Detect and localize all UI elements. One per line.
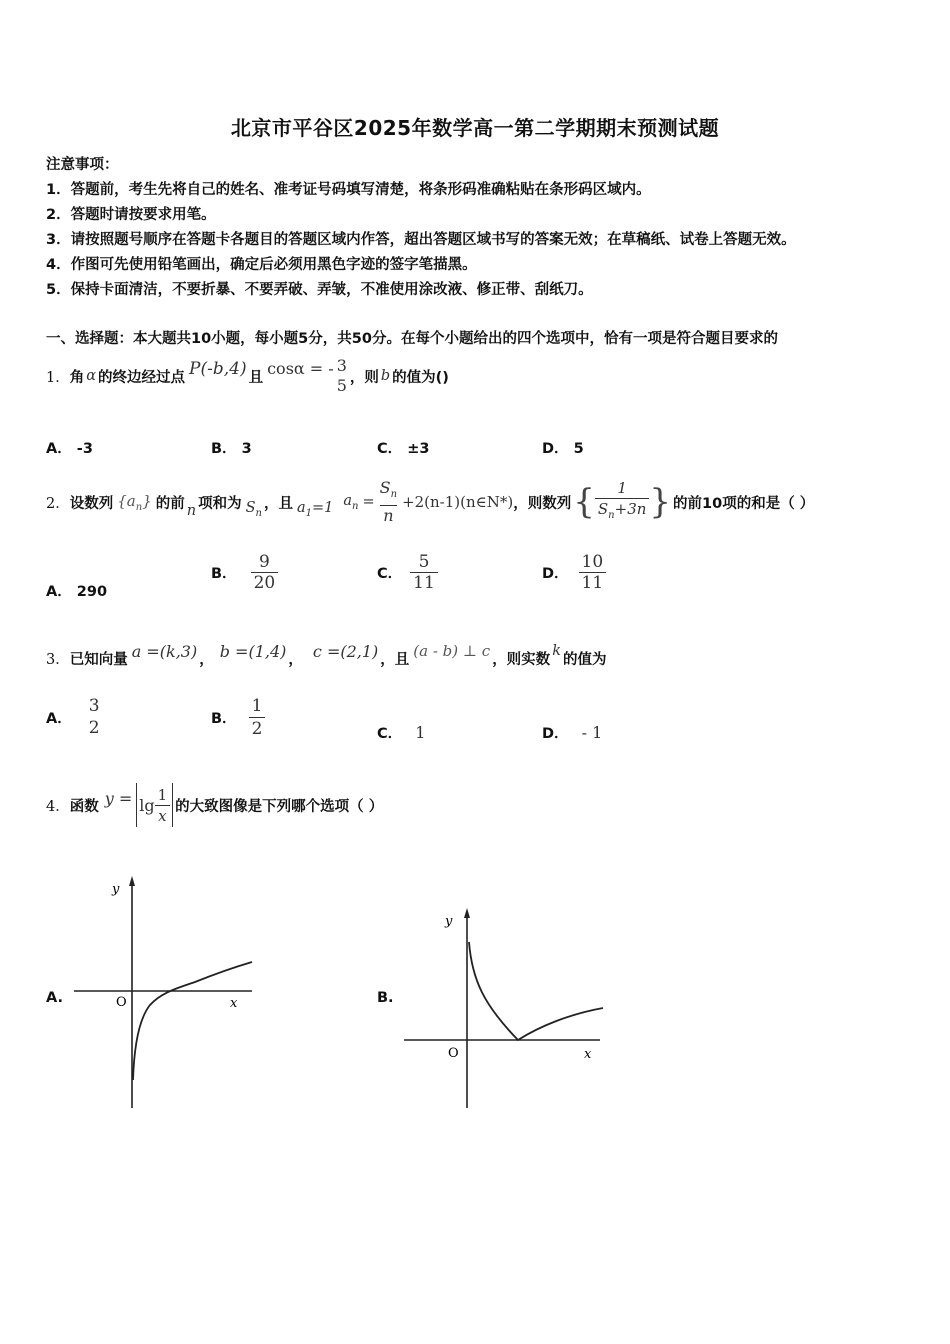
q-text: 角 — [69, 369, 85, 386]
option-c: C． $\frac{5}{11}$ — [377, 552, 438, 593]
math-fraction — [595, 478, 650, 526]
question-number: 3． — [46, 651, 70, 668]
math-point: P(-b,4) — [189, 359, 247, 379]
math-b: b — [380, 368, 391, 384]
option-d: D． - 1 — [542, 723, 603, 742]
x-label: x — [230, 996, 238, 1011]
q-text: 函数 — [69, 798, 99, 815]
q-text: 已知向量 — [69, 651, 128, 668]
option-c: C． 1 — [377, 723, 426, 742]
option-b: B． $\frac{1}{2}$ — [211, 695, 265, 740]
question-1 — [46, 352, 449, 400]
math-lg: lg — [139, 795, 155, 815]
arrow-icon — [464, 908, 470, 918]
numerator: 1 — [617, 479, 627, 497]
option-a: A． -3 — [46, 441, 93, 457]
q-text: ，则数列 — [513, 495, 572, 512]
q-text: ，则 — [349, 369, 379, 386]
origin-label: O — [448, 1046, 459, 1061]
notes-heading: 注意事项： — [46, 157, 119, 173]
q-text: 的前10项的和是（ ） — [673, 495, 815, 512]
question-2 — [46, 472, 814, 532]
q-text: 且 — [248, 369, 264, 386]
q-text: ，则实数 — [492, 651, 551, 668]
denominator: 5 — [336, 376, 347, 395]
math-fraction: $\frac{1}{x}$ — [155, 785, 171, 826]
denominator: n — [380, 505, 396, 526]
q-text: 设数列 — [69, 495, 114, 512]
option-a: A． 3 2 — [46, 696, 100, 738]
math-fraction — [334, 356, 350, 396]
note-item: 5．保持卡面清洁，不要折暴、不要弄破、弄皱，不准使用涂改液、修正带、刮纸刀。 — [46, 282, 593, 298]
abs-bar-left — [136, 783, 137, 827]
y-label: y — [445, 914, 453, 929]
question-number: 1． — [46, 369, 70, 386]
math-fraction — [377, 478, 400, 526]
question-number: 2． — [46, 495, 70, 512]
graph-a-label: A. — [46, 990, 63, 1006]
question-number: 4． — [46, 798, 70, 815]
math-vector-b: b =(1,4) — [219, 641, 287, 661]
q-text: 的值为 — [562, 651, 607, 668]
q-text: 的终边经过点 — [98, 369, 186, 386]
math-vector-a: a =(k,3) — [131, 641, 198, 661]
math-vector-c: c =(2,1) — [312, 641, 379, 661]
q-text: ， — [199, 651, 214, 668]
graph-a — [70, 870, 260, 1110]
math-condition: (a - b) ⊥ c — [413, 642, 491, 660]
note-item: 3．请按照题号顺序在答题卡各题目的答题区域内作答，超出答题区域书写的答案无效；在草稿纸、试卷上答题无效。 — [46, 232, 796, 248]
arrow-icon — [129, 876, 135, 886]
math-a1: $a_1=1$ — [296, 499, 334, 519]
option-d: D． 5 — [542, 441, 584, 457]
option-c: C． ±3 — [377, 441, 430, 457]
option-d: D． $\frac{10}{11}$ — [542, 552, 606, 593]
math-seq: $\{a_n\}$ — [117, 491, 152, 513]
note-item: 4．作图可先使用铅笔画出，确定后必须用黑色字迹的签字笔描黑。 — [46, 257, 477, 273]
brace-left: { — [573, 482, 595, 522]
math-Sn: $S_n$ — [245, 499, 262, 519]
function-curve — [469, 942, 603, 1040]
q-text: 的值为() — [392, 369, 449, 386]
abs-bar-right — [172, 783, 173, 827]
graph-b-label: B. — [377, 990, 394, 1006]
math-cos: cosα = - — [267, 358, 334, 378]
option-b: B． $\frac{9}{20}$ — [211, 552, 278, 593]
math-k: k — [552, 643, 561, 659]
math-y: y = — [104, 788, 133, 808]
math-n: n — [186, 503, 197, 519]
graph-b — [400, 900, 610, 1115]
q-text: 的大致图像是下列哪个选项（ ） — [175, 798, 384, 815]
numerator: 3 — [336, 356, 347, 375]
numerator: $S_n$ — [379, 477, 398, 501]
math-alpha: α — [86, 368, 97, 384]
note-item: 1．答题前，考生先将自己的姓名、准考证号码填写清楚，将条形码准确粘贴在条形码区域内。 — [46, 182, 651, 198]
question-3 — [46, 640, 606, 676]
section-heading: 一、选择题：本大题共10小题，每小题5分，共50分。在每个小题给出的四个选项中，恰有一项是符合题目要求的 — [46, 331, 778, 347]
origin-label: O — [116, 995, 127, 1010]
y-label: y — [112, 882, 120, 897]
math-eq: = — [362, 494, 375, 510]
q-text: ，且 — [380, 651, 410, 668]
math-tail: +2(n-1)(n∈N*) — [402, 493, 514, 511]
question-4 — [46, 780, 383, 830]
denominator: $S_n+3n$ — [595, 498, 650, 526]
q-text: ， — [288, 651, 303, 668]
page-title: 北京市平谷区2025年数学高一第二学期期末预测试题 — [230, 116, 720, 140]
function-curve — [133, 962, 252, 1080]
q-text: 的前 — [155, 495, 185, 512]
note-item: 2．答题时请按要求用笔。 — [46, 207, 216, 223]
q-text: 项和为 — [198, 495, 242, 512]
option-b: B． 3 — [211, 441, 252, 457]
x-label: x — [584, 1047, 592, 1062]
option-a: A． 290 — [46, 584, 108, 600]
brace-right: } — [649, 482, 672, 522]
q-text: ，且 — [263, 495, 293, 512]
math-an: $a_n$ — [343, 492, 359, 512]
